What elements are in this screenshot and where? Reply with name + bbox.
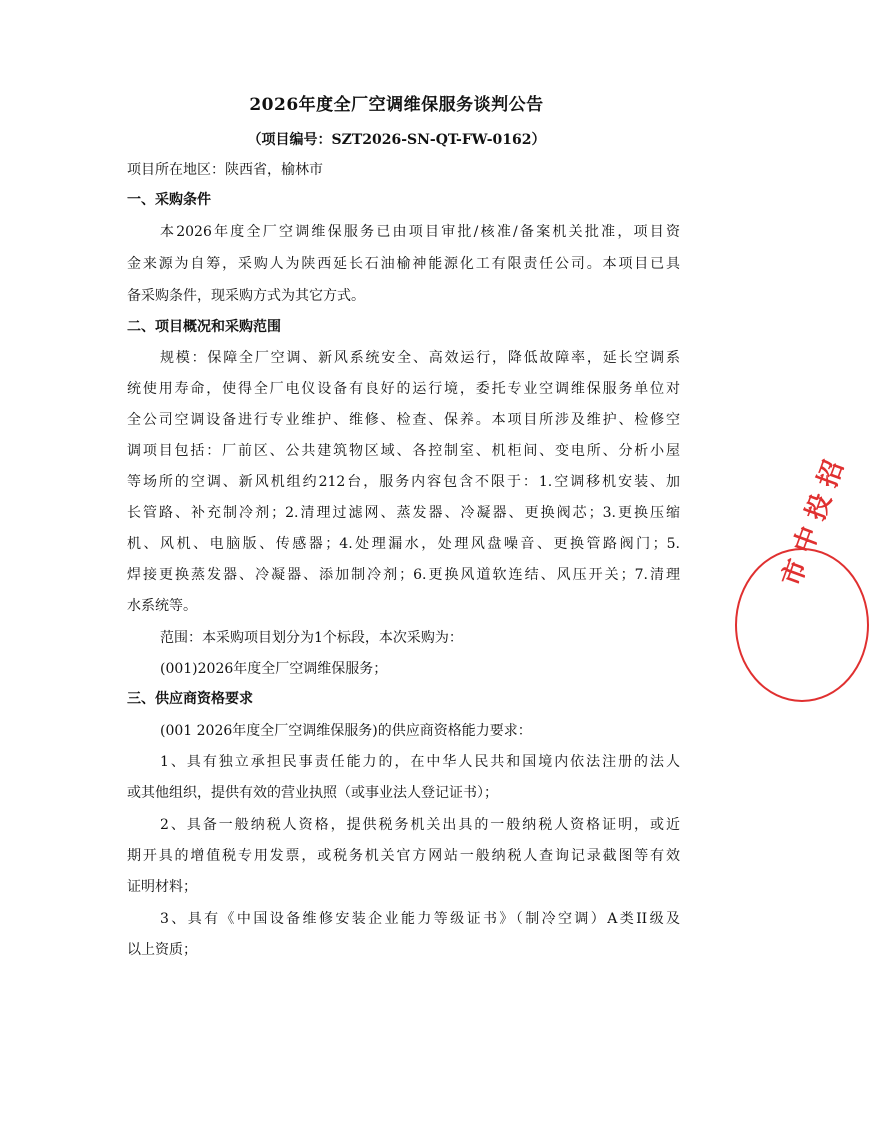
requirement-3-line: 3、具有《中国设备维修安装企业能力等级证书》（制冷空调）A类II级及 <box>160 911 680 927</box>
section-2-text-line: 长管路、补充制冷剂；2.清理过滤网、蒸发器、冷凝器、更换阀芯；3.更换压缩 <box>127 505 680 521</box>
stamp-text: 市 中 投 招 <box>776 456 850 591</box>
requirement-3-line: 以上资质； <box>127 942 197 958</box>
section-2-text-line: 规模：保障全厂空调、新风系统安全、高效运行，降低故障率，延长空调系 <box>160 350 680 366</box>
requirement-1-line: 或其他组织，提供有效的营业执照（或事业法人登记证书）； <box>127 785 498 801</box>
section-3-intro: (001 2026年度全厂空调维保服务)的供应商资格能力要求： <box>160 723 532 739</box>
section-2-scope: 范围：本采购项目划分为1个标段，本次采购为： <box>160 630 463 646</box>
section-2-text-line: 全公司空调设备进行专业维护、维修、检查、保养。本项目所涉及维护、检修空 <box>127 412 680 428</box>
section-1-text-line: 金来源为自筹，采购人为陕西延长石油榆神能源化工有限责任公司。本项目已具 <box>127 256 680 272</box>
section-2-text-line: 等场所的空调、新风机组约212台，服务内容包含不限于：1.空调移机安装、加 <box>127 474 680 490</box>
requirement-2-line: 2、具备一般纳税人资格，提供税务机关出具的一般纳税人资格证明，或近 <box>160 817 680 833</box>
section-3-heading: 三、供应商资格要求 <box>127 691 253 707</box>
requirement-2-line: 期开具的增值税专用发票，或税务机关官方网站一般纳税人查询记录截图等有效 <box>127 848 680 864</box>
project-number: （项目编号：SZT2026-SN-QT-FW-0162） <box>247 132 546 148</box>
requirement-1-line: 1、具有独立承担民事责任能力的，在中华人民共和国境内依法注册的法人 <box>160 754 680 770</box>
section-1-heading: 一、采购条件 <box>127 192 211 208</box>
section-2-heading: 二、项目概况和采购范围 <box>127 319 281 335</box>
document-title: 2026年度全厂空调维保服务谈判公告 <box>249 95 544 115</box>
section-1-text-line: 备采购条件，现采购方式为其它方式。 <box>127 288 365 304</box>
section-2-text-line: 统使用寿命，使得全厂电仪设备有良好的运行境，委托专业空调维保服务单位对 <box>127 381 680 397</box>
requirement-2-line: 证明材料； <box>127 879 197 895</box>
section-2-text-line: 机、风机、电脑版、传感器；4.处理漏水，处理风盘噪音、更换管路阀门；5. <box>127 536 680 552</box>
section-2-text-line: 焊接更换蒸发器、冷凝器、添加制冷剂；6.更换风道软连结、风压开关；7.清理 <box>127 567 680 583</box>
project-location: 项目所在地区：陕西省，榆林市 <box>127 162 323 178</box>
section-2-text-line: 调项目包括：厂前区、公共建筑物区域、各控制室、机柜间、变电所、分析小屋 <box>127 443 680 459</box>
section-2-lot: (001)2026年度全厂空调维保服务； <box>160 661 388 677</box>
section-1-text-line: 本2026年度全厂空调维保服务已由项目审批/核准/备案机关批准，项目资 <box>160 224 680 240</box>
section-2-text-line: 水系统等。 <box>127 598 197 614</box>
